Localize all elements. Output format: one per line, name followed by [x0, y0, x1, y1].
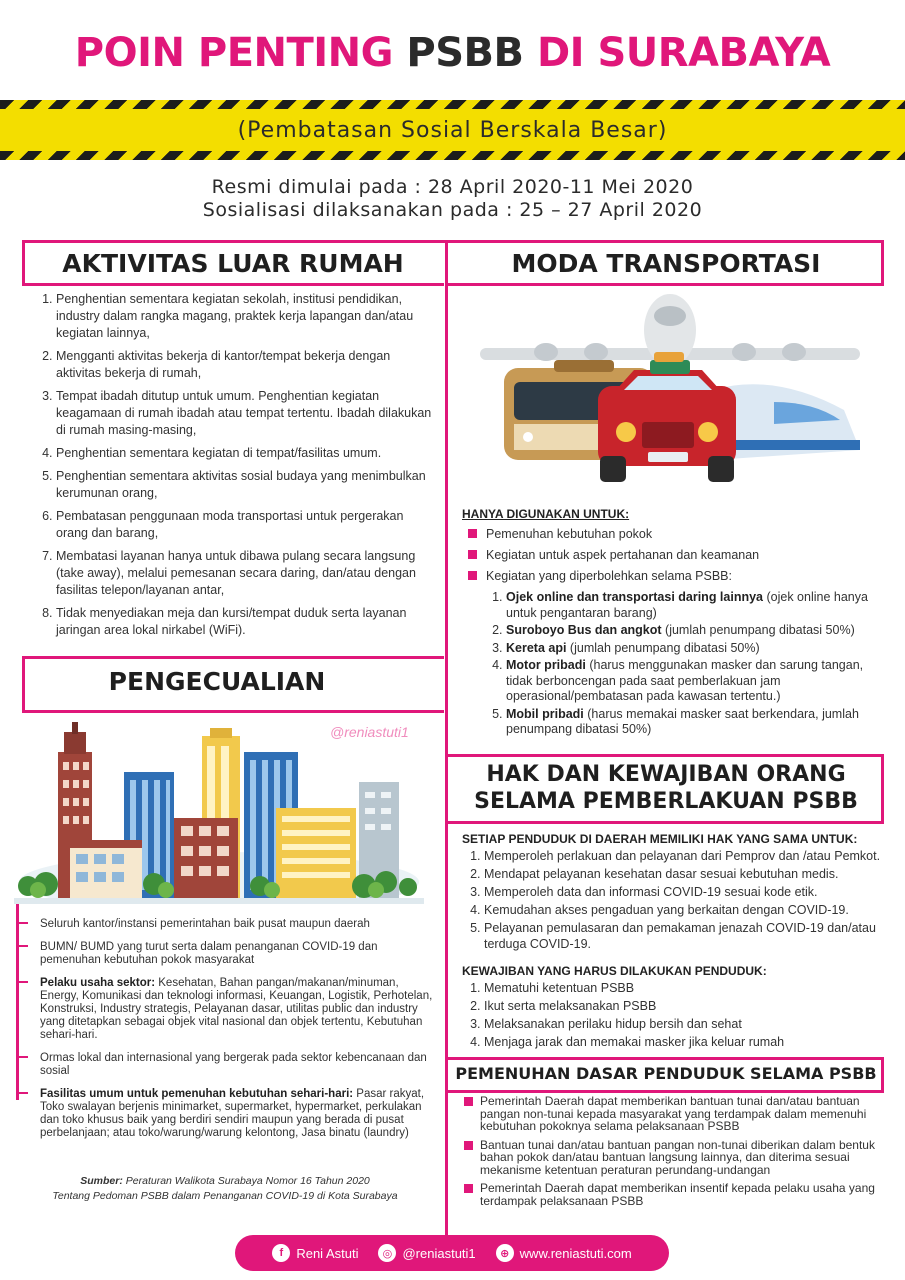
divider-transport-underline: [448, 283, 884, 286]
tape-stripes-top: [0, 100, 905, 109]
basic-needs-item: Pemerintah Daerah dapat memberikan bantuan tunai dan/atau bantuan pangan non-tunai kepada masyarakat yang terdampak dalam memenuhi kebutuhan pokoknya selama pelaksanaan PSBB: [462, 1095, 892, 1133]
rights-item: 5. Pelayanan pemulasaran dan pemakaman jenazah COVID-19 dan/atau terduga COVID-19.: [484, 920, 884, 952]
facebook-link[interactable]: f Reni Astuti: [272, 1244, 358, 1262]
transport-use-item: Kegiatan untuk aspek pertahanan dan keamanan: [462, 547, 882, 563]
activities-list: [30, 291, 438, 645]
divider-exceptions-top: [22, 656, 444, 659]
rights-item: 3. Memperoleh data dan informasi COVID-19 sesuai kode etik.: [484, 884, 884, 900]
transport-mode-item: 1. Ojek online dan transportasi daring lainnya (ojek online hanya untuk pengantaran barang): [506, 590, 882, 621]
title-part-1: POIN PENTING: [74, 30, 393, 76]
exceptions-bracket: [16, 904, 19, 1100]
start-date-line: Resmi dimulai pada : 28 April 2020-11 Mei 2020: [211, 176, 694, 198]
exception-item: Fasilitas umum untuk pemenuhan kebutuhan sehari-hari: Pasar rakyat, Toko swalayan berjenis minimarket, supermarket, hypermarket, perkulakan dan toko khusus baik yang berdiri sendiri maupun yang berada di pusat perbelanjaan; atau toko/warung/warung kelontong, Jasa binatu (laundry): [26, 1088, 438, 1140]
instagram-icon: ◎: [378, 1244, 396, 1262]
page-title: [0, 30, 905, 76]
exception-marker: [16, 981, 28, 983]
exception-item: Seluruh kantor/instansi pemerintahan baik pusat maupun daerah: [26, 918, 438, 931]
activity-item: 1. Penghentian sementara kegiatan sekolah, institusi pendidikan, industry dalam rangka magang, praktek kerja lapangan dan/atau kegiatan lainnya,: [56, 291, 438, 342]
basic-needs-item: Pemerintah Daerah dapat memberikan insentif kepada pelaku usaha yang terdampak pelaksanaan PSBB: [462, 1182, 892, 1207]
divider-rights-underline: [448, 821, 884, 824]
dates-block: [0, 176, 905, 222]
transport-uses-list: [462, 526, 882, 589]
subtitle: (Pembatasan Sosial Berskala Besar): [0, 109, 905, 151]
transport-use-item: Kegiatan yang diperbolehkan selama PSBB:: [462, 568, 882, 584]
basic-needs-item: Bantuan tunai dan/atau bantuan pangan non-tunai diberikan dalam bentuk bahan pokok dan/atau bantuan langsung lainnya, dan diterima sesuai mekanisme ketentuan peraturan perundang-undangan: [462, 1139, 892, 1177]
rights-item: 1. Memperoleh perlakuan dan pelayanan dari Pemprov dan /atau Pemkot.: [484, 848, 884, 864]
rights-heading: SETIAP PENDUDUK DI DAERAH MEMILIKI HAK YANG SAMA UNTUK:: [462, 832, 858, 846]
divider-rights-top: [448, 754, 884, 757]
transport-illustration: [474, 290, 864, 496]
globe-icon: ⊕: [496, 1244, 514, 1262]
rights-list: [462, 848, 884, 954]
transport-mode-item: 2. Suroboyo Bus dan angkot (jumlah penumpang dibatasi 50%): [506, 623, 882, 639]
basic-needs-list: [462, 1095, 892, 1213]
divider-activities-underline: [22, 283, 444, 286]
duties-item: 3. Melaksanakan perilaku hidup bersih dan sehat: [484, 1016, 884, 1032]
exception-item: BUMN/ BUMD yang turut serta dalam penanganan COVID-19 dan pemenuhan kebutuhan pokok masyarakat: [26, 941, 438, 967]
duties-list: [462, 980, 884, 1052]
transport-mode-item: 3. Kereta api (jumlah penumpang dibatasi 50%): [506, 641, 882, 657]
rights-item: 4. Kemudahan akses pengaduan yang berkaitan dengan COVID-19.: [484, 902, 884, 918]
transport-title: MODA TRANSPORTASI: [511, 249, 821, 278]
duties-heading: KEWAJIBAN YANG HARUS DILAKUKAN PENDUDUK:: [462, 964, 767, 978]
tape-stripes-bottom: [0, 151, 905, 160]
duties-item: 1. Mematuhi ketentuan PSBB: [484, 980, 884, 996]
square-bullet: [468, 550, 477, 559]
socialization-date-line: Sosialisasi dilaksanakan pada : 25 – 27 April 2020: [202, 199, 703, 221]
divider-center: [445, 240, 448, 1248]
exception-marker: [16, 945, 28, 947]
exceptions-list: [26, 918, 438, 1150]
website-link[interactable]: ⊕ www.reniastuti.com: [496, 1244, 632, 1262]
transport-use-item: Pemenuhan kebutuhan pokok: [462, 526, 882, 542]
watermark-handle: @reniastuti1: [330, 724, 409, 740]
divider-exceptions-underline: [22, 710, 444, 713]
exception-marker: [16, 1092, 28, 1094]
activity-item: 7. Membatasi layanan hanya untuk dibawa pulang secara langsung (take away), melalui pemesanan secara daring, dan/atau dengan fasilitas telepon/layanan antar,: [56, 548, 438, 599]
exception-marker: [16, 1056, 28, 1058]
activity-item: 3. Tempat ibadah ditutup untuk umum. Penghentian kegiatan keagamaan di rumah ibadah atau tempat tertentu. Ibadah dilakukan di rumah masing-masing,: [56, 388, 438, 439]
square-bullet: [464, 1184, 473, 1193]
transport-mode-item: 5. Mobil pribadi (harus memakai masker saat berkendara, jumlah penumpang dibatasi 50%): [506, 707, 882, 738]
basic-needs-title: PEMENUHAN DASAR PENDUDUK SELAMA PSBB: [455, 1064, 877, 1083]
divider-basic-top: [448, 1057, 884, 1060]
activities-title: AKTIVITAS LUAR RUMAH: [62, 249, 404, 278]
duties-item: 2. Ikut serta melaksanakan PSBB: [484, 998, 884, 1014]
square-bullet: [468, 529, 477, 538]
title-part-3: DI SURABAYA: [536, 30, 831, 76]
rights-item: 2. Mendapat pelayanan kesehatan dasar sesuai kebutuhan medis.: [484, 866, 884, 882]
exception-marker: [16, 922, 28, 924]
activity-item: 6. Pembatasan penggunaan moda transportasi untuk pergerakan orang dan barang,: [56, 508, 438, 542]
source-note: Sumber: Peraturan Walikota Surabaya Nomor 16 Tahun 2020 Tentang Pedoman PSBB dalam Penanganan COVID-19 di Kota Surabaya: [52, 1175, 398, 1202]
facebook-icon: f: [272, 1244, 290, 1262]
duties-item: 4. Menjaga jarak dan memakai masker jika keluar rumah: [484, 1034, 884, 1050]
square-bullet: [468, 571, 477, 580]
activity-item: 2. Mengganti aktivitas bekerja di kantor/tempat bekerja dengan aktivitas bekerja di rumah,: [56, 348, 438, 382]
rights-title: HAK DAN KEWAJIBAN ORANG SELAMA PEMBERLAKUAN PSBB: [474, 762, 858, 814]
activity-item: 4. Penghentian sementara kegiatan di tempat/fasilitas umum.: [56, 445, 438, 462]
exception-item: Pelaku usaha sektor: Kesehatan, Bahan pangan/makanan/minuman, Energy, Komunikasi dan teknologi informasi, Keuangan, Logistik, Perhotelan, Konstruksi, Industry strategis, Pelayanan dasar, utilitas public dan industry yang ditetapkan sebagai objek vital nasional dan objek tertentu, Kebutuhan sehari-hari.: [26, 977, 438, 1042]
city-skyline-illustration: [14, 722, 424, 904]
transport-mode-item: 4. Motor pribadi (harus menggunakan masker dan sarung tangan, tidak berboncengan pada saat pemberlakuan jam operasional/pembatasan pada kawasan tertentu.): [506, 658, 882, 705]
social-footer: [235, 1235, 669, 1271]
activity-item: 5. Penghentian sementara aktivitas sosial budaya yang menimbulkan kerumunan orang,: [56, 468, 438, 502]
square-bullet: [464, 1097, 473, 1106]
activity-item: 8. Tidak menyediakan meja dan kursi/tempat duduk serta layanan jaringan area lokal nirkabel (WiFi).: [56, 605, 438, 639]
exception-item: Ormas lokal dan internasional yang bergerak pada sektor kebencanaan dan sosial: [26, 1052, 438, 1078]
transport-modes-list: [484, 590, 882, 740]
divider-basic-underline: [448, 1090, 884, 1093]
square-bullet: [464, 1141, 473, 1150]
exceptions-title: PENGECUALIAN: [108, 667, 326, 696]
caution-tape-banner: [0, 100, 905, 160]
transport-uses-heading: HANYA DIGUNAKAN UNTUK:: [462, 507, 630, 521]
divider-top: [22, 240, 884, 243]
title-part-2: PSBB: [406, 30, 524, 76]
instagram-link[interactable]: ◎ @reniastuti1: [378, 1244, 475, 1262]
